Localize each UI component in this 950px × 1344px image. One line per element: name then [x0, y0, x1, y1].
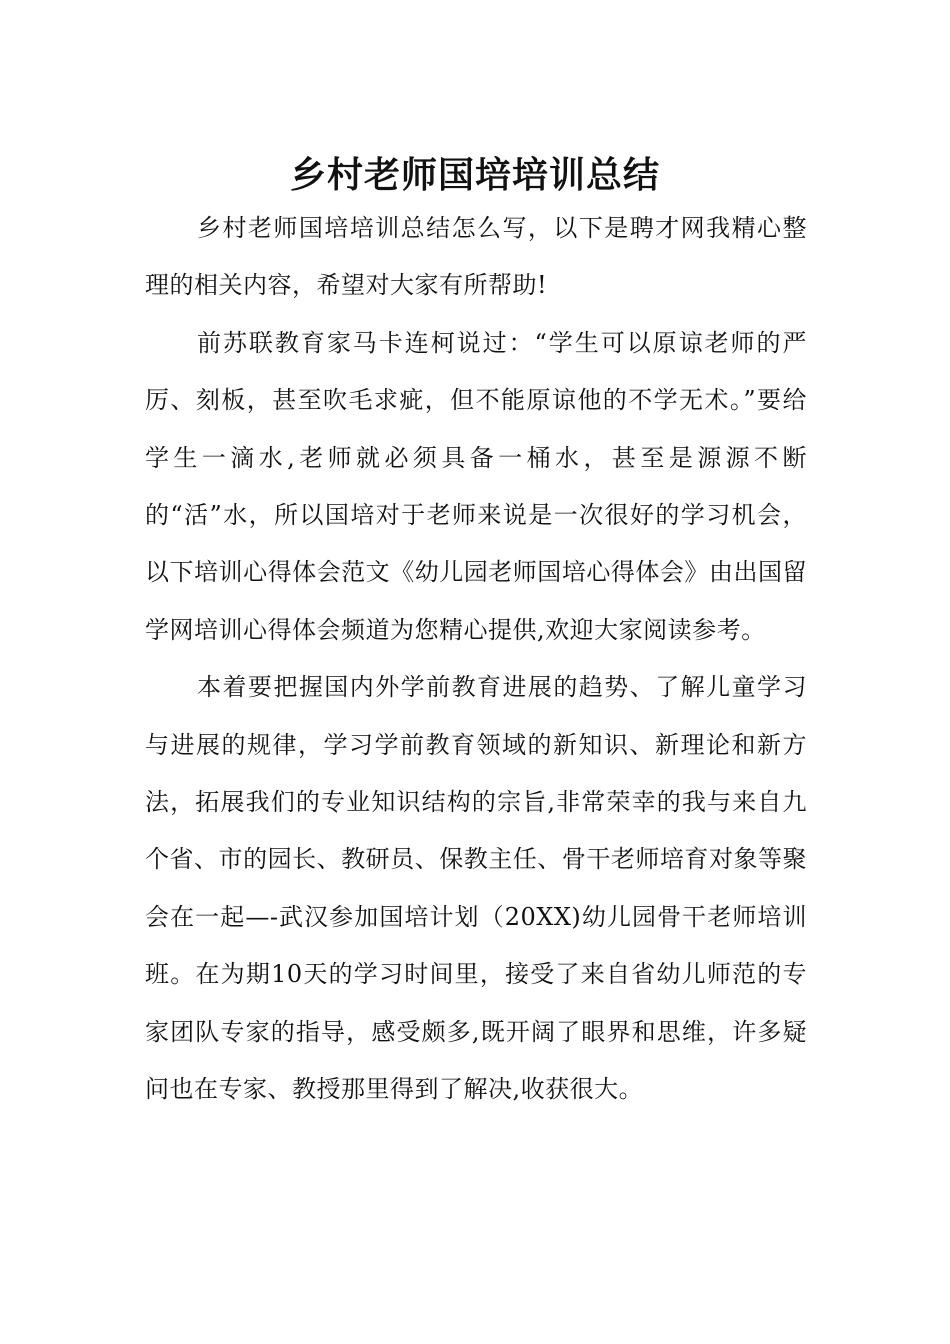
document-title: 乡村老师国培培训总结 [289, 155, 660, 197]
paragraph-intro: 乡村老师国培培训总结怎么写，以下是聘才网我精心整理的相关内容，希望对大家有所帮助! [145, 214, 807, 300]
paragraph-quote: 前苏联教育家马卡连柯说过：“学生可以原谅老师的严厉、刻板，甚至吹毛求疵，但不能原谅他的不学无术。”要给学生一滴水,老师就必须具备一桶水，甚至是源源不断的“活”水，所以国培对于老师来说是一次很好的学习机会，以下培训心得体会范文《幼儿园老师国培心得体会》由出国留学网培训心得体会频道为您精心提供,欢迎大家阅读参考。 [145, 328, 807, 644]
document-body [145, 200, 807, 1119]
paragraph-training: 本着要把握国内外学前教育进展的趋势、了解儿童学习与进展的规律，学习学前教育领域的新知识、新理论和新方法，拓展我们的专业知识结构的宗旨,非常荣幸的我与来自九个省、市的园长、教研员、保教主任、骨干老师培育对象等聚会在一起—-武汉参加国培计划（20XX)幼儿园骨干老师培训班。在为期10天的学习时间里，接受了来自省幼儿师范的专家团队专家的指导，感受颇多,既开阔了眼界和思维，许多疑问也在专家、教授那里得到了解决,收获很大。 [145, 673, 807, 1104]
